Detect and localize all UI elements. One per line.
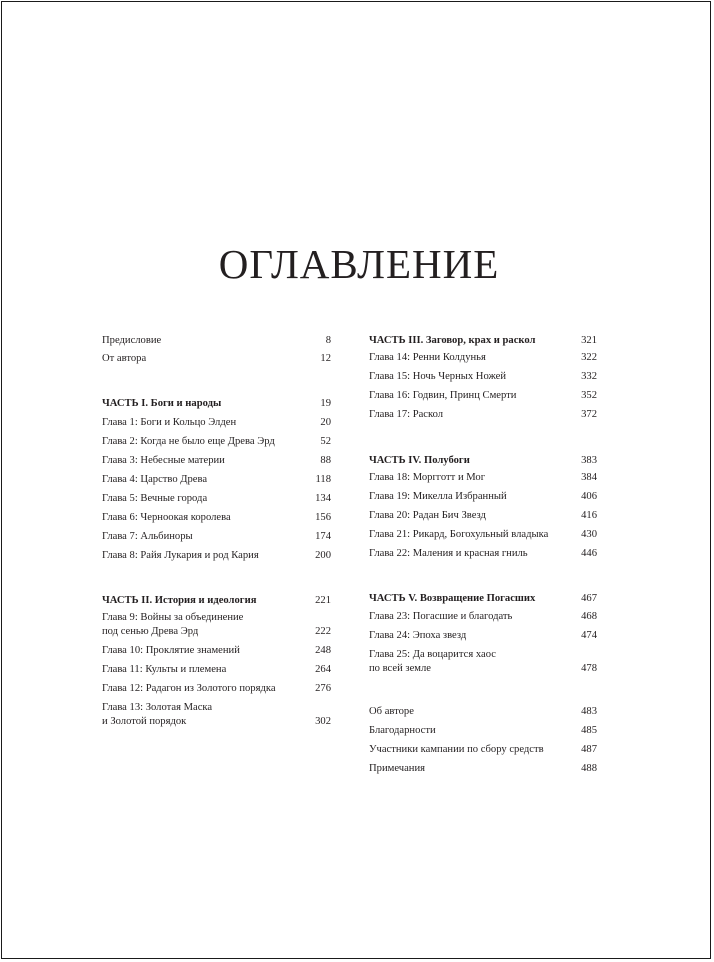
entry-page-number: 222 <box>315 626 331 637</box>
page-title: ОГЛАВЛЕНИЕ <box>218 241 500 287</box>
toc-entry[interactable] <box>369 351 597 365</box>
entry-page-number: 487 <box>581 744 597 755</box>
part-label: ЧАСТЬ II. История и идеология <box>102 595 257 606</box>
entry-page-number: 248 <box>315 645 331 656</box>
entry-page-number: 416 <box>581 510 597 521</box>
toc-entry[interactable] <box>102 682 331 696</box>
entry-page-number: 264 <box>315 664 331 675</box>
entry-label: Глава 19: Микелла Избранный <box>369 491 507 502</box>
entry-label: Участники кампании по сбору средств <box>369 744 544 755</box>
toc-entry[interactable] <box>102 334 331 348</box>
toc-entry[interactable] <box>369 743 597 757</box>
toc-entry[interactable] <box>369 490 597 504</box>
entry-label: Глава 3: Небесные материи <box>102 455 225 466</box>
entry-label: Глава 24: Эпоха звезд <box>369 630 467 641</box>
toc-entry[interactable] <box>102 530 331 544</box>
entry-page-number: 430 <box>581 529 597 540</box>
entry-page-number: 88 <box>320 455 331 466</box>
toc-entry[interactable] <box>102 473 331 487</box>
entry-page-number: 12 <box>320 353 331 364</box>
entry-label-line1: Глава 25: Да воцарится хаос <box>369 649 496 660</box>
entry-label: Глава 17: Раскол <box>369 409 444 420</box>
entry-label: Благодарности <box>369 725 436 736</box>
entry-label-line2: и Золотой порядок <box>102 716 187 727</box>
entry-label: Глава 11: Культы и племена <box>102 664 227 675</box>
entry-page-number: 383 <box>581 455 597 466</box>
toc-entry[interactable] <box>369 724 597 738</box>
entry-label: Глава 14: Ренни Колдунья <box>369 352 486 363</box>
toc-entry[interactable] <box>102 435 331 449</box>
entry-label: Глава 2: Когда не было еще Древа Эрд <box>102 436 275 447</box>
part-label: ЧАСТЬ IV. Полубоги <box>369 455 470 466</box>
entry-label: Глава 6: Черноокая королева <box>102 512 231 523</box>
entry-label: Глава 1: Боги и Кольцо Элден <box>102 417 237 428</box>
entry-label: Глава 5: Вечные города <box>102 493 208 504</box>
entry-page-number: 200 <box>315 550 331 561</box>
entry-page-number: 372 <box>581 409 597 420</box>
entry-page-number: 321 <box>581 335 597 346</box>
toc-entry[interactable] <box>369 547 597 561</box>
entry-label: Глава 10: Проклятие знамений <box>102 645 240 656</box>
entry-page-number: 302 <box>315 716 331 727</box>
toc-entry[interactable] <box>369 648 597 676</box>
toc-entry[interactable] <box>369 471 597 485</box>
entry-page-number: 406 <box>581 491 597 502</box>
entry-page-number: 485 <box>581 725 597 736</box>
toc-entry[interactable] <box>102 611 331 639</box>
entry-page-number: 468 <box>581 611 597 622</box>
toc-part-heading[interactable] <box>369 592 597 606</box>
entry-label <box>369 648 496 676</box>
entry-page-number: 134 <box>315 493 331 504</box>
toc-entry[interactable] <box>102 701 331 729</box>
entry-page-number: 488 <box>581 763 597 774</box>
entry-label: Глава 15: Ночь Черных Ножей <box>369 371 507 382</box>
entry-label: Глава 16: Годвин, Принц Смерти <box>369 390 517 401</box>
part-label: ЧАСТЬ I. Боги и народы <box>102 398 222 409</box>
toc-entry[interactable] <box>102 511 331 525</box>
toc-part-heading[interactable] <box>102 594 331 608</box>
entry-page-number: 276 <box>315 683 331 694</box>
toc-entry[interactable] <box>102 454 331 468</box>
part-label: ЧАСТЬ III. Заговор, крах и раскол <box>369 335 536 346</box>
part-label: ЧАСТЬ V. Возвращение Погасших <box>369 593 536 604</box>
toc-entry[interactable] <box>102 644 331 658</box>
toc-entry[interactable] <box>369 509 597 523</box>
entry-label-line2: по всей земле <box>369 663 431 674</box>
entry-page-number: 467 <box>581 593 597 604</box>
entry-page-number: 118 <box>315 474 331 485</box>
toc-entry[interactable] <box>369 610 597 624</box>
toc-entry[interactable] <box>369 629 597 643</box>
entry-label: От автора <box>102 353 147 364</box>
entry-label <box>102 701 212 729</box>
entry-label <box>102 611 243 639</box>
entry-label: Глава 22: Маления и красная гниль <box>369 548 528 559</box>
entry-label-line1: Глава 13: Золотая Маска <box>102 702 213 713</box>
entry-page-number: 483 <box>581 706 597 717</box>
entry-page-number: 52 <box>320 436 331 447</box>
entry-label: Глава 23: Погасшие и благодать <box>369 611 513 622</box>
toc-part-heading[interactable] <box>369 334 597 348</box>
entry-label: Глава 21: Рикард, Богохульный владыка <box>369 529 549 540</box>
entry-label: Примечания <box>369 763 425 774</box>
toc-entry[interactable] <box>369 408 597 422</box>
entry-page-number: 20 <box>320 417 331 428</box>
toc-entry[interactable] <box>369 705 597 719</box>
entry-label-line2: под сенью Древа Эрд <box>102 626 199 637</box>
toc-part-heading[interactable] <box>369 454 597 468</box>
entry-label: Глава 4: Царство Древа <box>102 474 208 485</box>
entry-page-number: 8 <box>325 335 331 346</box>
toc-entry[interactable] <box>369 528 597 542</box>
entry-label: Глава 20: Радан Бич Звезд <box>369 510 486 521</box>
entry-page-number: 478 <box>581 663 597 674</box>
entry-page-number: 332 <box>581 371 597 382</box>
entry-page-number: 384 <box>581 472 597 483</box>
page <box>1 1 711 959</box>
toc-part-heading[interactable] <box>102 397 331 411</box>
toc-entry[interactable] <box>102 352 331 366</box>
entry-label: Предисловие <box>102 335 162 346</box>
entry-page-number: 474 <box>581 630 597 641</box>
entry-page-number: 221 <box>315 595 331 606</box>
toc-entry[interactable] <box>102 663 331 677</box>
entry-page-number: 174 <box>315 531 331 542</box>
toc-entry[interactable] <box>102 492 331 506</box>
entry-label: Глава 12: Радагон из Золотого порядка <box>102 683 276 694</box>
entry-page-number: 352 <box>581 390 597 401</box>
entry-page-number: 446 <box>581 548 597 559</box>
toc-entry[interactable] <box>369 370 597 384</box>
toc-entry[interactable] <box>369 762 597 776</box>
entry-label: Об авторе <box>369 706 414 717</box>
entry-label-line1: Глава 9: Войны за объединение <box>102 612 244 623</box>
toc-entry[interactable] <box>102 549 331 563</box>
entry-page-number: 156 <box>315 512 331 523</box>
entry-page-number: 19 <box>320 398 331 409</box>
toc-entry[interactable] <box>102 416 331 430</box>
entry-page-number: 322 <box>581 352 597 363</box>
entry-label: Глава 7: Альбиноры <box>102 531 193 542</box>
entry-label: Глава 8: Райя Лукария и род Кария <box>102 550 259 561</box>
toc-entry[interactable] <box>369 389 597 403</box>
entry-label: Глава 18: Моргготт и Мог <box>369 472 486 483</box>
